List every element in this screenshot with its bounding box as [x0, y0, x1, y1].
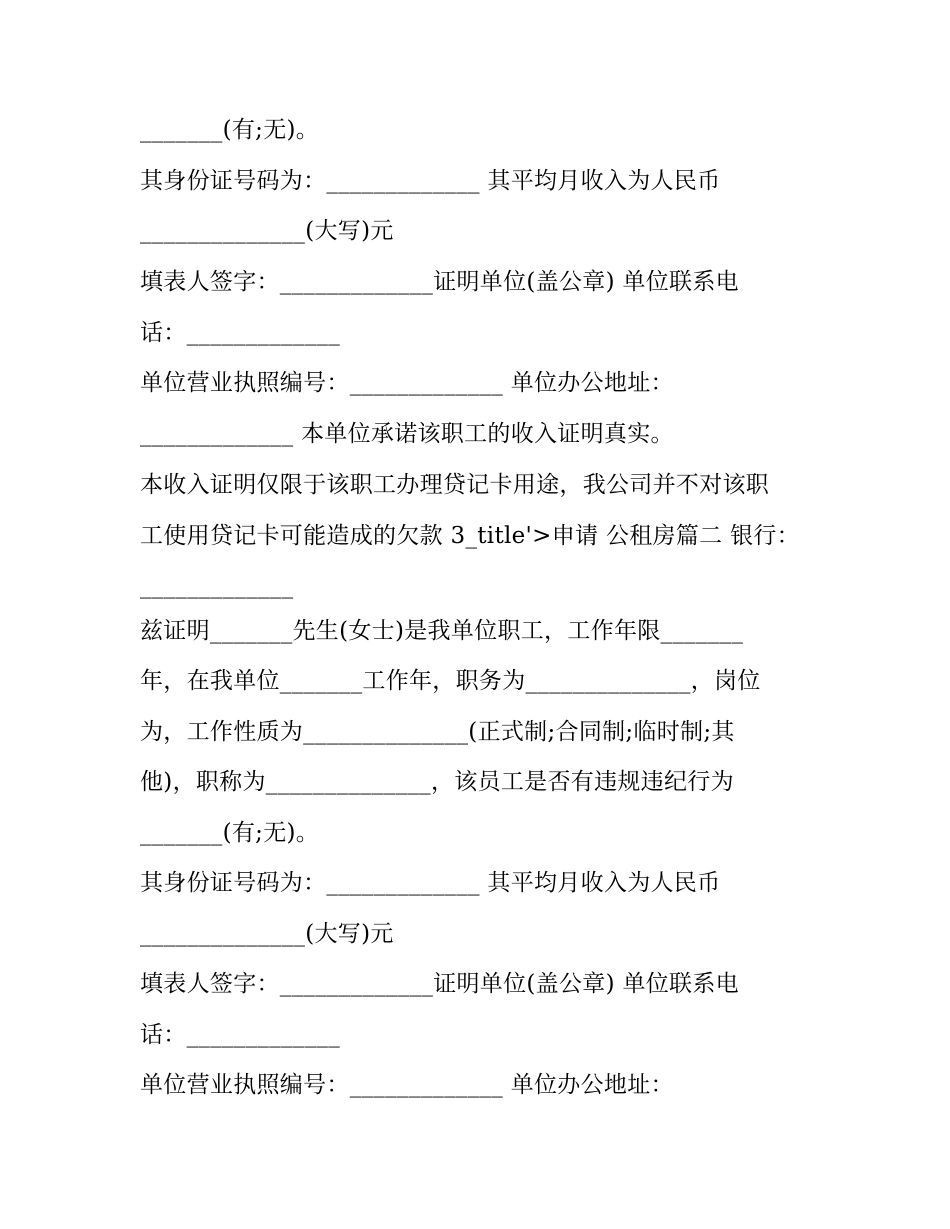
text-line: 工使用贷记卡可能造成的欠款 3_title'>申请 公租房篇二 银行： — [140, 523, 800, 549]
text-line: _____________ — [140, 573, 294, 599]
text-line: _____________ 本单位承诺该职工的收入证明真实。 — [140, 421, 674, 447]
text-line: 为，工作性质为______________(正式制;合同制;临时制;其 — [140, 719, 735, 745]
text-line: 填表人签字：_____________证明单位(盖公章) 单位联系电 — [140, 971, 739, 997]
text-line: 年，在我单位_______工作年，职务为______________，岗位 — [140, 668, 761, 694]
text-line: 其身份证号码为：_____________ 其平均月收入为人民币 — [140, 870, 721, 896]
text-line: 他)，职称为______________，该员工是否有违规违纪行为 — [140, 769, 734, 795]
text-line: 本收入证明仅限于该职工办理贷记卡用途，我公司并不对该职 — [140, 472, 770, 498]
text-line: 话：_____________ — [140, 1022, 340, 1048]
text-line: _______(有;无)。 — [140, 117, 320, 143]
text-line: 填表人签字：_____________证明单位(盖公章) 单位联系电 — [140, 269, 739, 295]
text-line: 兹证明_______先生(女士)是我单位职工，工作年限_______ — [140, 618, 744, 644]
text-line: 其身份证号码为：_____________ 其平均月收入为人民币 — [140, 168, 721, 194]
text-line: ______________(大写)元 — [140, 218, 394, 244]
text-line: 单位营业执照编号：_____________ 单位办公地址： — [140, 1072, 674, 1098]
text-line: _______(有;无)。 — [140, 820, 320, 846]
text-line: 单位营业执照编号：_____________ 单位办公地址： — [140, 370, 674, 396]
text-line: 话：_____________ — [140, 320, 340, 346]
text-line: ______________(大写)元 — [140, 921, 394, 947]
